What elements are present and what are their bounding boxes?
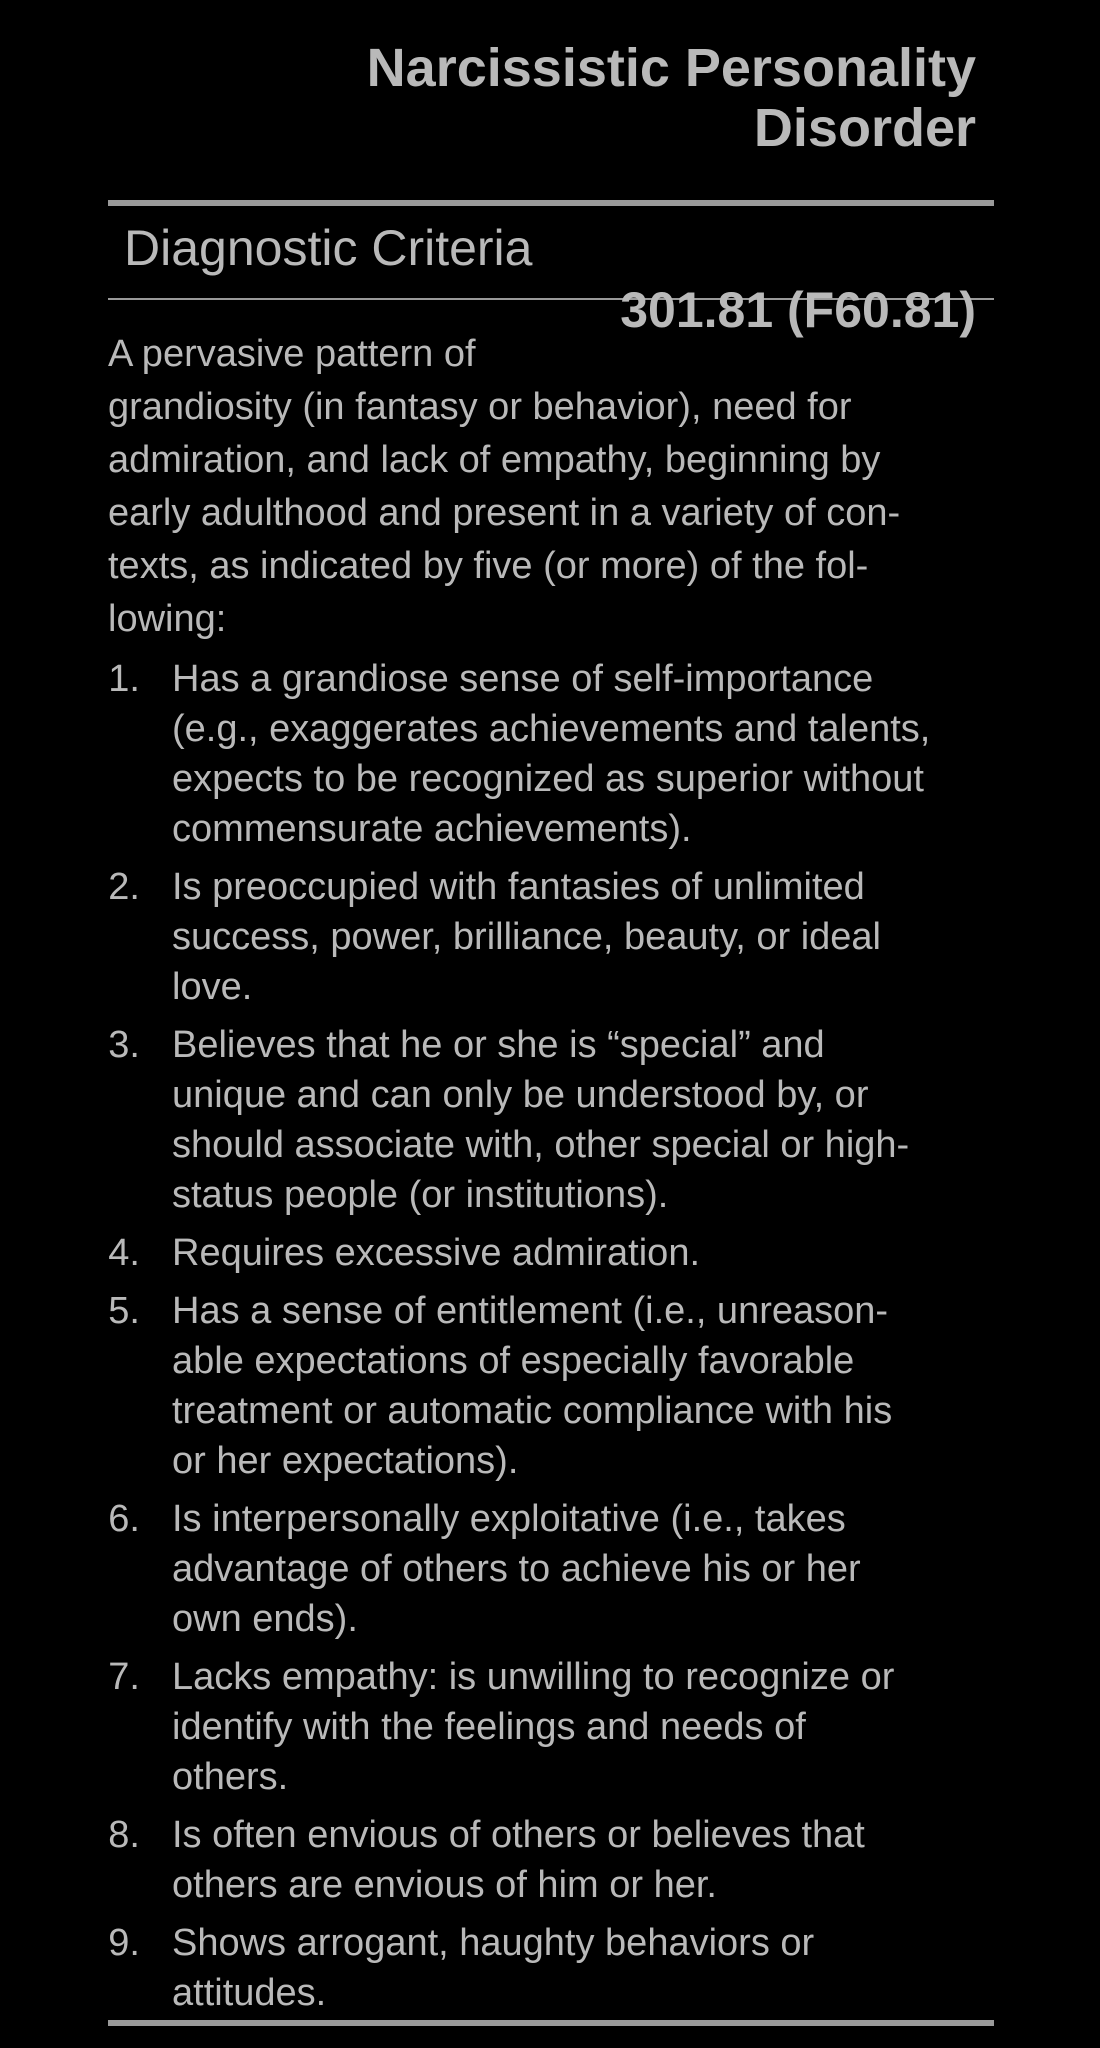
criterion-text-line: success, power, brilliance, beauty, or ideal (172, 916, 881, 958)
criterion-text-line: or her expectations). (172, 1440, 519, 1482)
criterion-number: 6. (108, 1498, 140, 1540)
criterion-text-line: (e.g., exaggerates achievements and talents, (172, 708, 931, 750)
criterion-text-line: own ends). (172, 1598, 358, 1640)
criterion-number: 5. (108, 1290, 140, 1332)
title-line-1: Narcissistic Personality (366, 38, 976, 98)
criterion-text-line: Is often envious of others or believes that (172, 1814, 865, 1856)
intro-line: A pervasive pattern of (108, 333, 476, 375)
intro-line: admiration, and lack of empathy, beginning by (108, 439, 881, 481)
criterion-item (100, 1918, 1000, 2018)
criterion-item (100, 654, 1000, 854)
criterion-number: 3. (108, 1024, 140, 1066)
criterion-text-line: Is interpersonally exploitative (i.e., takes (172, 1498, 846, 1540)
criterion-text-line: Has a grandiose sense of self-importance (172, 658, 874, 700)
diagnostic-code: 301.81 (F60.81) (620, 282, 976, 338)
criterion-text-line: others. (172, 1756, 289, 1798)
bottom-divider (108, 2020, 994, 2026)
criterion-text-line: Requires excessive admiration. (172, 1232, 701, 1274)
criterion-number: 7. (108, 1656, 140, 1698)
criterion-text-line: attitudes. (172, 1972, 327, 2014)
criterion-text-line: Is preoccupied with fantasies of unlimited (172, 866, 865, 908)
criterion-text-line: Shows arrogant, haughty behaviors or (172, 1922, 815, 1964)
criterion-text-line: others are envious of him or her. (172, 1864, 717, 1906)
title-line-2: Disorder (753, 98, 976, 158)
criterion-item (100, 1286, 1000, 1486)
criterion-item (100, 1652, 1000, 1802)
criterion-number: 9. (108, 1922, 140, 1964)
criterion-text-line: able expectations of especially favorable (172, 1340, 855, 1382)
criterion-text-line: status people (or institutions). (172, 1174, 669, 1216)
criterion-item (100, 862, 1000, 1012)
page-title (276, 38, 976, 158)
intro-paragraph (108, 328, 988, 646)
criteria-list (100, 654, 1000, 2026)
criterion-text-line: love. (172, 966, 253, 1008)
criterion-text-line: Lacks empathy: is unwilling to recognize or (172, 1656, 895, 1698)
section-heading: Diagnostic Criteria (124, 220, 533, 276)
criterion-item (100, 1020, 1000, 1220)
criterion-item (100, 1494, 1000, 1644)
intro-line: lowing: (108, 598, 227, 640)
criterion-text-line: commensurate achievements). (172, 808, 692, 850)
intro-line: early adulthood and present in a variety of con- (108, 492, 901, 534)
criterion-number: 4. (108, 1232, 140, 1274)
criterion-text-line: advantage of others to achieve his or her (172, 1548, 861, 1590)
criterion-text-line: expects to be recognized as superior without (172, 758, 924, 800)
criterion-item (100, 1228, 1000, 1278)
criterion-text-line: unique and can only be understood by, or (172, 1074, 869, 1116)
criterion-item (100, 1810, 1000, 1910)
criterion-number: 2. (108, 866, 140, 908)
criterion-number: 1. (108, 658, 140, 700)
criterion-text-line: treatment or automatic compliance with his (172, 1390, 893, 1432)
criterion-text-line: Believes that he or she is “special” and (172, 1024, 825, 1066)
intro-line: texts, as indicated by five (or more) of the fol- (108, 545, 869, 587)
criterion-text-line: Has a sense of entitlement (i.e., unreason- (172, 1290, 889, 1332)
criterion-number: 8. (108, 1814, 140, 1856)
criterion-text-line: identify with the feelings and needs of (172, 1706, 806, 1748)
top-divider (108, 200, 994, 206)
criterion-text-line: should associate with, other special or high- (172, 1124, 910, 1166)
intro-line: grandiosity (in fantasy or behavior), need for (108, 386, 852, 428)
